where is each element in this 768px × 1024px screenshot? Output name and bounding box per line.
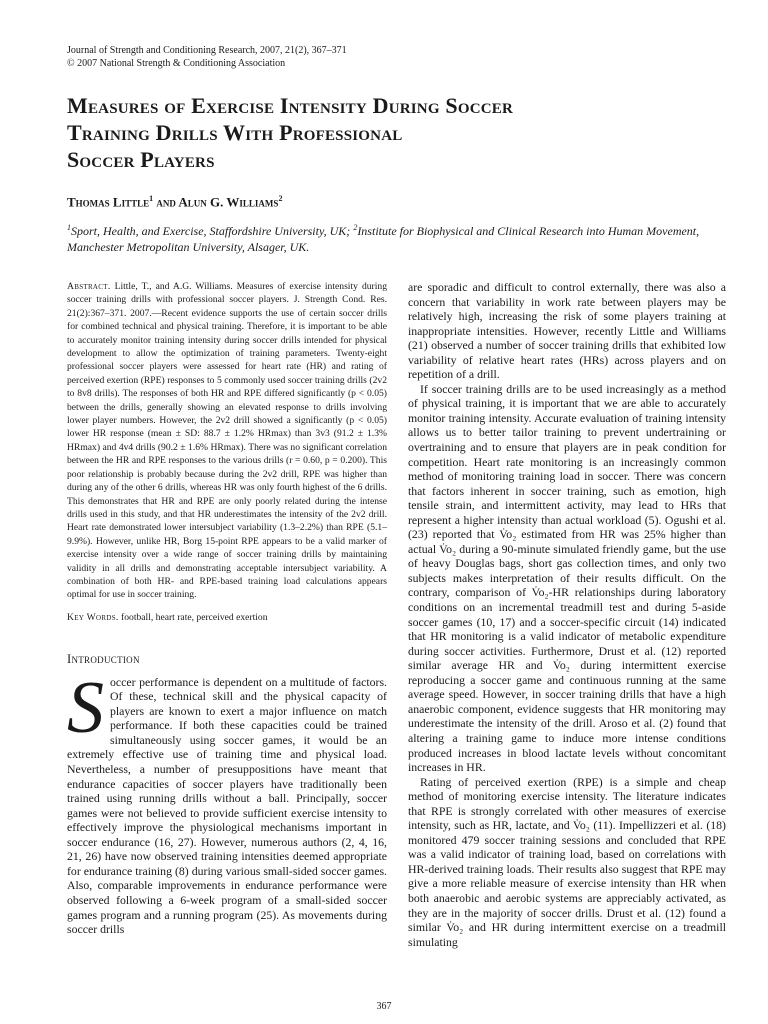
introduction-paragraph-1 xyxy=(67,666,387,937)
right-paragraph-3: Rating of perceived exertion (RPE) is a simple and cheap method of monitoring exercise intensity. The literature indicates that RPE is strongly correlated with other measures of exercise intensity, such as HR, lactate, and V̇o₂ (11). Impellizzeri et al. (18) monitored 479 soccer training sessions and concluded that RPE was a valid indicator of training load, based on correlations with HR-derived training loads. Their results also suggest that RPE may give a more reliable measure of exercise intensity than HR when both anaerobic and aerobic systems are appreciably activated, as they are in the majority of soccer drills. Drust et al. (12) found a similar V̇o₂ and HR during intermittent exercise on a treadmill simulating xyxy=(408,774,726,949)
introduction-text: occer performance is dependent on a multitude of factors. Of these, technical skill and the physical capacity of players are known to exert a major influence on match performance. If both these capacities could be trained simultaneously using soccer games, it would be an extremely effective use of training time and physical load. Nevertheless, a number of presuppositions have meant that endurance capacities of soccer players have traditionally been trained using running drills without a ball. Principally, soccer games were not believed to provide sufficient exercise intensity to effectively improve the physiological mechanisms important in soccer endurance (16, 27). However, numerous authors (2, 4, 16, 21, 26) have now observed training intensities deemed appropriate for endurance training (8) during various small-sided soccer games. Also, comparable improvements in endurance performance were observed following a 6-week program of a small-sided soccer games program and a running program (25). As movements during soccer drills xyxy=(67,674,387,937)
right-paragraph-2: If soccer training drills are to be used increasingly as a method of physical training, it is important that we are able to accurately monitor training intensity. Accurate evaluation of training intensity allows us to better tailor training to prevent undertraining or overtraining and to ensure that players are in peak condition for competition. Heart rate monitoring is an increasingly common method of monitoring training load in soccer. There was concern that factors inherent in soccer training, such as emotion, high tensile strain, and intermittent activity, may lead to HRs that represent a higher intensity than actual workload (5). Ogushi et al. (23) reported that V̇o₂ estimated from HR was 25% higher than actual V̇o₂ during a 90-minute simulated friendly game, but the use of heavy Douglas bags, short gas collection times, and only two subjects makes interpretation of their results difficult. On the contrary, comparison of V̇o₂-HR relationships during laboratory conditions on an incremental treadmill test and during 5-aside soccer games (10, 17) and a soccer-specific circuit (14) indicated that HR monitoring is a valid indicator of metabolic expenditure during soccer activities. Furthermore, Drust et al. (12) reported similar average HR and V̇o₂ during intermittent exercise reproducing a soccer game and continuous running at the same average speed. However, in soccer training drills that have a high anaerobic component, evidence suggests that HR monitoring may underestimate the intensity of the drill. Aroso et al. (2) found that altering a training game to induce more intense conditions produced increases in blood lactate levels without concomitant increases in HR. xyxy=(408,381,726,775)
affiliation-2: Institute for Biophysical and Clinical Research into Human Movement, Manchester Metropolitan University, Alsager, UK. xyxy=(67,224,700,254)
affiliations xyxy=(67,220,737,255)
abstract-text: Little, T., and A.G. Williams. Measures of exercise intensity during soccer training drills with professional soccer players. J. Strength Cond. Res. 21(2):367–371. 2007.—Recent evidence supports the use of certain soccer drills for combined technical and physical training. Therefore, it is important to be able to accurately monitor training intensity during soccer drills intended for physical development to allow the optimization of training parameters. Twenty-eight professional soccer players were assessed for heart rate (HR) and rating of perceived exertion (RPE) responses to 5 commonly used soccer training drills (2v2 to 8v8 drills). The responses of both HR and RPE differed significantly (p < 0.05) between the drills, generally showing an elevated response to drills involving lower player numbers. However, the 2v2 drill showed a significantly (p < 0.05) lower HR response (mean ± SD: 88.7 ± 1.2% HRmax) than 3v3 (91.2 ± 1.3% HRmax) and 4v4 drills (90.2 ± 1.6% HRmax). There was no significant correlation between the HR and RPE responses to the various drills (r = 0.60, p = 0.200). This poor relationship is probably because during the 2v2 drill, RPE was higher than during any of the other 6 drills, whereas HR was only fourth highest of the 6 drills. This demonstrates that HR and RPE are only poorly related during the intense drills used in this study, and that HR underestimates the intensity of the 2v2 drill. Heart rate demonstrated lower intersubject variability (1.3–2.2%) than RPE (5.1–9.9%). However, unlike HR, Borg 15-point RPE appears to be a valid marker of exercise intensity over a wide range of soccer training drills by maintaining validity in all drills and demonstrating acceptable intersubject variability. A combination of both HR- and RPE-based training load calculations appears optimal for use in soccer training. xyxy=(67,281,387,601)
drop-cap: S xyxy=(67,666,104,749)
title-line-1: Measures of Exercise Intensity During Soccer xyxy=(67,93,513,118)
copyright-line: © 2007 National Strength & Conditioning Association xyxy=(67,58,286,69)
left-column xyxy=(67,280,387,937)
introduction-heading: Introduction xyxy=(67,651,140,666)
journal-citation: Journal of Strength and Conditioning Research, 2007, 21(2), 367–371 xyxy=(67,45,347,56)
abstract-label: Abstract. xyxy=(67,281,111,292)
title-line-2: Training Drills With Professional xyxy=(67,120,403,145)
author-conjunction: and xyxy=(156,194,176,210)
right-column xyxy=(408,280,726,949)
keywords-label: Key Words. xyxy=(67,611,119,623)
keywords xyxy=(67,611,387,624)
page-number: 367 xyxy=(376,1001,392,1012)
affiliation-2-sup: 2 xyxy=(353,223,358,232)
right-paragraph-1: are sporadic and difficult to control externally, there was also a concern that variability in work rate between players may be relatively high, increasing the risk of some players training at inappropriate intensities. However, recently Little and Williams (21) observed a number of soccer training drills that exhibited low variability of relative heart rates (HRs) across players and on repetition of a drill. xyxy=(408,280,726,382)
keywords-text: football, heart rate, perceived exertion xyxy=(121,611,268,623)
author-list xyxy=(67,194,282,210)
abstract xyxy=(67,280,387,602)
affiliation-1-sup: 1 xyxy=(67,223,71,232)
author-2-sup: 2 xyxy=(278,194,283,203)
affiliation-1: Sport, Health, and Exercise, Staffordshire University, UK; xyxy=(71,224,351,238)
journal-header xyxy=(67,44,347,70)
author-1-sup: 1 xyxy=(149,194,154,203)
author-2-name: Alun G. Williams xyxy=(178,194,279,210)
article-title xyxy=(67,92,747,173)
title-line-3: Soccer Players xyxy=(67,147,215,172)
author-1-name: Thomas Little xyxy=(67,194,150,210)
